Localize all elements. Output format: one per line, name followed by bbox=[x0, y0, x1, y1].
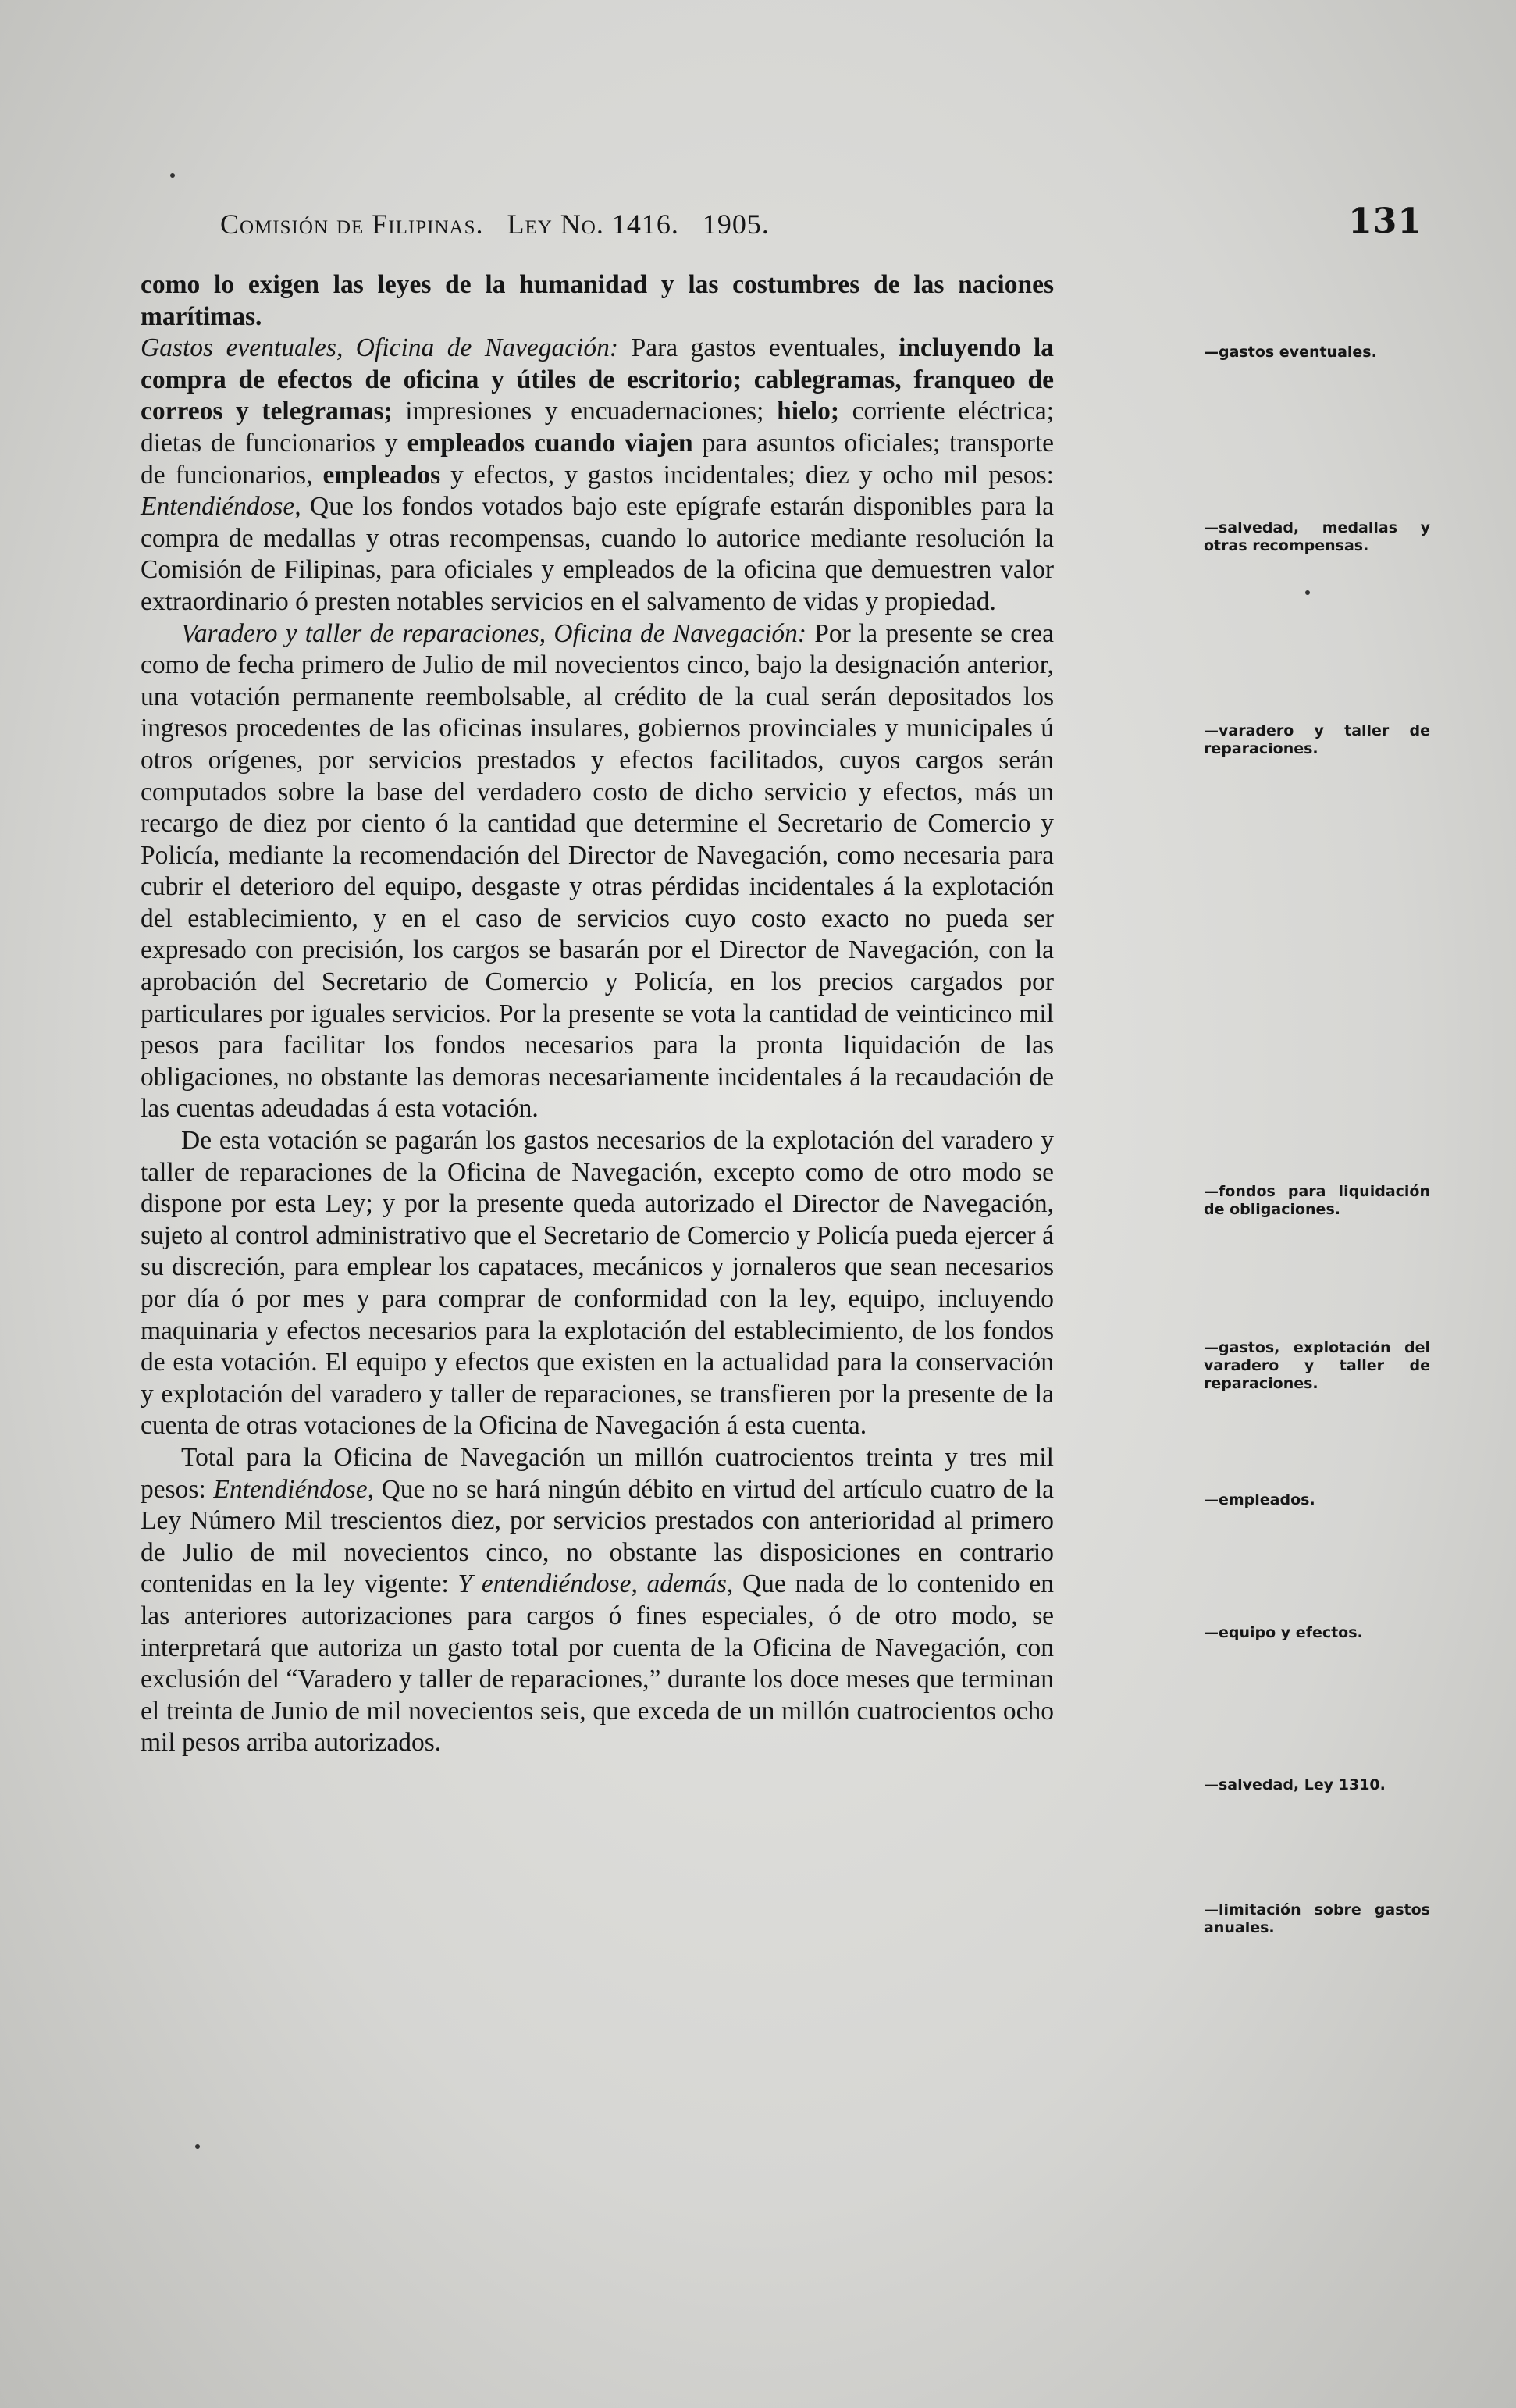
margin-note: —limitación sobre gastos anuales. bbox=[1204, 1901, 1430, 1936]
paragraph bbox=[141, 618, 1054, 1126]
margin-note: —gastos eventuales. bbox=[1204, 344, 1377, 361]
text-segment: hielo; bbox=[777, 397, 840, 426]
text-segment: corriente eléctrica; dietas de funcionarios y bbox=[141, 397, 1055, 458]
text-segment: Que no se hará ningún débito en virtud del artículo cuatro de la Ley Número Mil trescientos diez, por servicios prestados con anterioridad al primero de Julio de mil novecientos cinco, no obstante las disposiciones en contrario contenidas en la ley vigente: bbox=[141, 1474, 1055, 1599]
margin-note: —equipo y efectos. bbox=[1204, 1624, 1363, 1641]
page-header bbox=[220, 201, 1422, 256]
margin-note: —empleados. bbox=[1204, 1491, 1315, 1509]
paragraph bbox=[141, 333, 1054, 618]
paragraph bbox=[141, 269, 1054, 333]
body-text bbox=[141, 269, 1430, 1936]
commission-title: Comisión de Filipinas. bbox=[220, 208, 484, 240]
paragraph bbox=[141, 1442, 1054, 1759]
text-segment: y efectos, y gastos incidentales; diez y ocho mil pesos: bbox=[440, 460, 1054, 490]
margin-note: —salvedad, medallas y otras recompensas. bbox=[1204, 519, 1430, 554]
margin-note: —salvedad, Ley 1310. bbox=[1204, 1776, 1386, 1794]
text-segment: impresiones y encuadernaciones; bbox=[392, 397, 778, 426]
running-head bbox=[220, 208, 770, 240]
margin-note: —gastos, explotación del varadero y taller de reparaciones. bbox=[1204, 1339, 1430, 1392]
text-segment: Entendiéndose, bbox=[141, 492, 301, 522]
scan-speck bbox=[195, 2144, 200, 2149]
text-segment: Total para la Oficina de Navegación un millón cuatrocientos treinta y tres mil pesos: bbox=[141, 1442, 1054, 1504]
text-segment: De esta votación se pagarán los gastos necesarios de la explotación del varadero y taller de reparaciones de la Oficina de Navegación, excepto como de otro modo se dispone por esta Ley; y por la presente queda autorizado el Director de Navegación, sujeto al control administrativo que el Secretario de Comercio y Policía pueda ejercer á su discreción, para emplear los capataces, mecánicos y jornaleros que sean necesarios por día ó por mes y para comprar de conformidad con la ley, equipo, incluyendo maquinaria y efectos necesarios para la explotación del establecimiento, de los fondos de esta votación. El equipo y efectos que existen en la actualidad para la conservación y explotación del varadero y taller de reparaciones, se transfieren por la presente de la cuenta de otras votaciones de la Oficina de Navegación á esta cuenta. bbox=[141, 1126, 1054, 1441]
text-segment: incluyendo la compra de efectos de oficina y útiles de escritorio; cablegramas, franqueo de correos y telegramas; bbox=[141, 333, 1055, 426]
page-number: 131 bbox=[1348, 201, 1422, 241]
text-segment: Que nada de lo contenido en las anteriores autorizaciones para cargos ó fines especiales, ó de otro modo, se interpretará que autoriza un gasto total por cuenta de la Oficina de Navegación, con exclusión del “Varadero y taller de reparaciones,” durante los doce meses que terminan el treinta de Junio de mil novecientos seis, que exceda de un millón cuatrocientos ocho mil pesos arriba autorizados. bbox=[141, 1569, 1055, 1758]
text-segment: para asuntos oficiales; transporte de funcionarios, bbox=[141, 428, 1054, 490]
margin-note: —varadero y taller de reparaciones. bbox=[1204, 722, 1430, 757]
margin-note: —fondos para liquidación de obligaciones. bbox=[1204, 1183, 1430, 1218]
law-number: Ley No. 1416. bbox=[507, 208, 679, 240]
text-segment: como lo exigen las leyes de la humanidad y las costumbres de las naciones marítimas. bbox=[141, 270, 1054, 331]
text-segment: Gastos eventuales, Oficina de Navegación: bbox=[141, 333, 619, 363]
scan-speck bbox=[170, 173, 175, 178]
text-segment: Y entendiéndose, además, bbox=[457, 1569, 734, 1599]
text-segment: Varadero y taller de reparaciones, Oficina de Navegación: bbox=[181, 618, 807, 648]
scan-speck bbox=[1305, 590, 1310, 595]
year: 1905. bbox=[702, 208, 770, 240]
text-segment: Que los fondos votados bajo este epígrafe estarán disponibles para la compra de medallas y otras recompensas, cuando lo autorice mediante resolución la Comisión de Filipinas, para oficiales y empleados de la oficina que demuestren valor extraordinario ó presten notables servicios en el salvamento de vidas y propiedad. bbox=[141, 492, 1054, 616]
paragraph bbox=[141, 1125, 1054, 1442]
text-segment: empleados bbox=[322, 460, 441, 490]
text-segment: Entendiéndose, bbox=[213, 1474, 374, 1504]
text-segment: empleados cuando viajen bbox=[407, 428, 693, 458]
text-segment: Para gastos eventuales, bbox=[618, 333, 899, 363]
text-segment: Por la presente se crea como de fecha primero de Julio de mil novecientos cinco, bajo la designación anterior, una votación permanente reembolsable, al crédito de la cual serán depositados los ingresos procedentes de las oficinas insulares, gobiernos provinciales y municipales ú otros orígenes, por servicios prestados y efectos facilitados, cuyos cargos serán computados sobre la base del verdadero costo de dicho servicio y efectos, más un recargo de diez por ciento ó la cantidad que determine el Secretario de Comercio y Policía, mediante la recomendación del Director de Navegación, como necesaria para cubrir el deterioro del equipo, desgaste y otras pérdidas incidentales á la explotación del establecimiento, y en el caso de servicios cuyo costo exacto no pueda ser expresado con precisión, los cargos se basarán por el Director de Navegación, con la aprobación del Secretario de Comercio y Policía, en los precios cargados por particulares por iguales servicios. Por la presente se vota la cantidad de veinticinco mil pesos para facilitar los fondos necesarios para la pronta liquidación de las obligaciones, no obstante las demoras necesariamente incidentales á la recaudación de las cuentas adeudadas á esta votación. bbox=[141, 618, 1054, 1124]
